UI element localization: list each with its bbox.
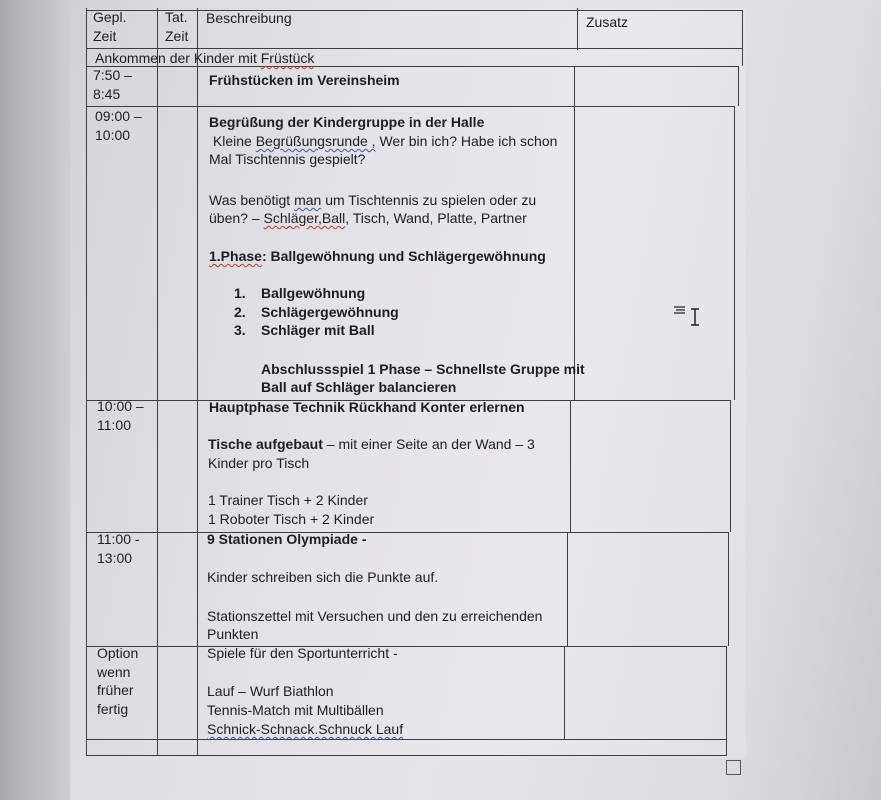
table-divider-col3-d	[564, 646, 565, 740]
row1-title: Frühstücken im Vereinsheim	[209, 72, 400, 88]
row3-setup-line1	[208, 435, 535, 454]
row5-time: Option wenn früher fertig	[97, 645, 139, 717]
row1-time: 7:50 – 8:45	[93, 67, 132, 102]
row4-line2: Stationszettel mit Versuchen und den zu erreichenden	[207, 608, 543, 624]
i-beam-cursor-icon	[688, 307, 702, 327]
row2-list-label-2: Schlägergewöhnung	[261, 304, 399, 320]
table-resize-handle[interactable]	[726, 760, 741, 775]
row5-game2: Tennis-Match mit Multibällen	[207, 702, 384, 718]
row3-table-robot: 1 Roboter Tisch + 2 Kinder	[208, 511, 375, 527]
row2-q2-c: , Tisch, Wand, Platte, Partner	[345, 210, 527, 226]
row2-list-num-2: 2.	[234, 304, 246, 320]
header-description: Beschreibung	[206, 10, 292, 26]
row2-line1	[209, 132, 557, 151]
row2-list-num-3: 3.	[234, 322, 246, 338]
page-shadow-left	[0, 0, 70, 800]
row4-line3: Punkten	[207, 626, 259, 642]
header-actual-time: Tat. Zeit	[165, 9, 189, 44]
table-row-sep-5	[86, 646, 727, 647]
row2-final-line1: Abschlussspiel 1 Phase – Schnellste Gruppe mit	[261, 361, 585, 377]
table-divider-header-col3	[577, 8, 578, 50]
row3-time: 10:00 – 11:00	[97, 398, 144, 433]
row2-phase-a: 1.Phase	[209, 248, 262, 264]
table-border-right-top	[742, 10, 743, 66]
header-extra: Zusatz	[586, 14, 629, 30]
paragraph-mark-icon	[672, 305, 686, 315]
row2-q2-b: Schläger,Ball	[263, 210, 346, 226]
header-planned-time: Gepl. Zeit	[93, 9, 127, 44]
row3-title: Hauptphase Technik Rückhand Konter erlernen	[209, 399, 525, 415]
row5-game3	[207, 720, 403, 739]
row3-setup-rest: – mit einer Seite an der Wand – 3	[322, 436, 535, 452]
table-row-sep-2	[86, 106, 735, 107]
row2-list-label-3: Schläger mit Ball	[261, 322, 375, 338]
table-border-right-2	[734, 106, 735, 400]
table-bottom-border	[86, 755, 727, 756]
table-border-right-1	[738, 66, 739, 106]
row2-question1	[209, 191, 536, 210]
row2-list-label-1: Ballgewöhnung	[261, 285, 366, 301]
row2-line1-a: Kleine	[209, 133, 256, 149]
table-divider-col3-a	[574, 66, 575, 400]
table-divider-col3-b	[570, 400, 571, 532]
row3-setup-line2: Kinder pro Tisch	[208, 455, 310, 471]
arrival-text-misspelled: Früstück	[260, 50, 315, 66]
row4-title: 9 Stationen Olympiade -	[207, 531, 367, 547]
row5-title: Spiele für den Sportunterricht -	[207, 645, 398, 661]
table-border-right-3	[730, 400, 731, 532]
row4-time: 11:00 - 13:00	[97, 531, 140, 566]
row2-title: Begrüßung der Kindergruppe in der Halle	[209, 114, 485, 130]
table-row-sep-4	[86, 532, 729, 533]
row2-q2-a: üben? –	[209, 210, 264, 226]
row2-line1-b: Begrüßungsrunde ,	[255, 133, 376, 149]
row2-q1-c: um Tischtennis zu spielen oder zu	[321, 192, 537, 208]
arrival-text: Ankommen der Kinder mit	[95, 50, 261, 66]
row3-setup-bold: Tische aufgebaut	[208, 436, 323, 452]
row2-phase-b: : Ballgewöhnung und Schlägergewöhnung	[261, 248, 546, 264]
table-border-right-4	[728, 532, 729, 646]
row2-line1-c: Wer bin ich? Habe ich schon	[375, 133, 558, 149]
row2-list-num-1: 1.	[234, 285, 246, 301]
table-row-sep-6	[86, 739, 727, 740]
row2-line2: Mal Tischtennis gespielt?	[209, 151, 366, 167]
row2-question2	[209, 209, 527, 228]
row2-final-line2: Ball auf Schläger balancieren	[261, 379, 457, 395]
row5-game1: Lauf – Wurf Biathlon	[207, 683, 334, 699]
row2-phase	[209, 247, 546, 266]
table-border-left	[86, 8, 87, 756]
row4-line1: Kinder schreiben sich die Punkte auf.	[207, 569, 439, 585]
row2-time: 09:00 – 10:00	[95, 108, 142, 143]
row3-table-trainer: 1 Trainer Tisch + 2 Kinder	[208, 492, 368, 508]
table-divider-col3-c	[567, 532, 568, 646]
table-divider-col2	[197, 8, 198, 756]
arrival-row-text	[95, 49, 314, 68]
row2-q1-a: Was benötigt	[209, 192, 295, 208]
row2-q1-b: man	[294, 192, 322, 208]
table-divider-col1	[157, 8, 158, 756]
row5-game3-text: Schnick-Schnack.Schnuck Lauf	[207, 721, 404, 737]
